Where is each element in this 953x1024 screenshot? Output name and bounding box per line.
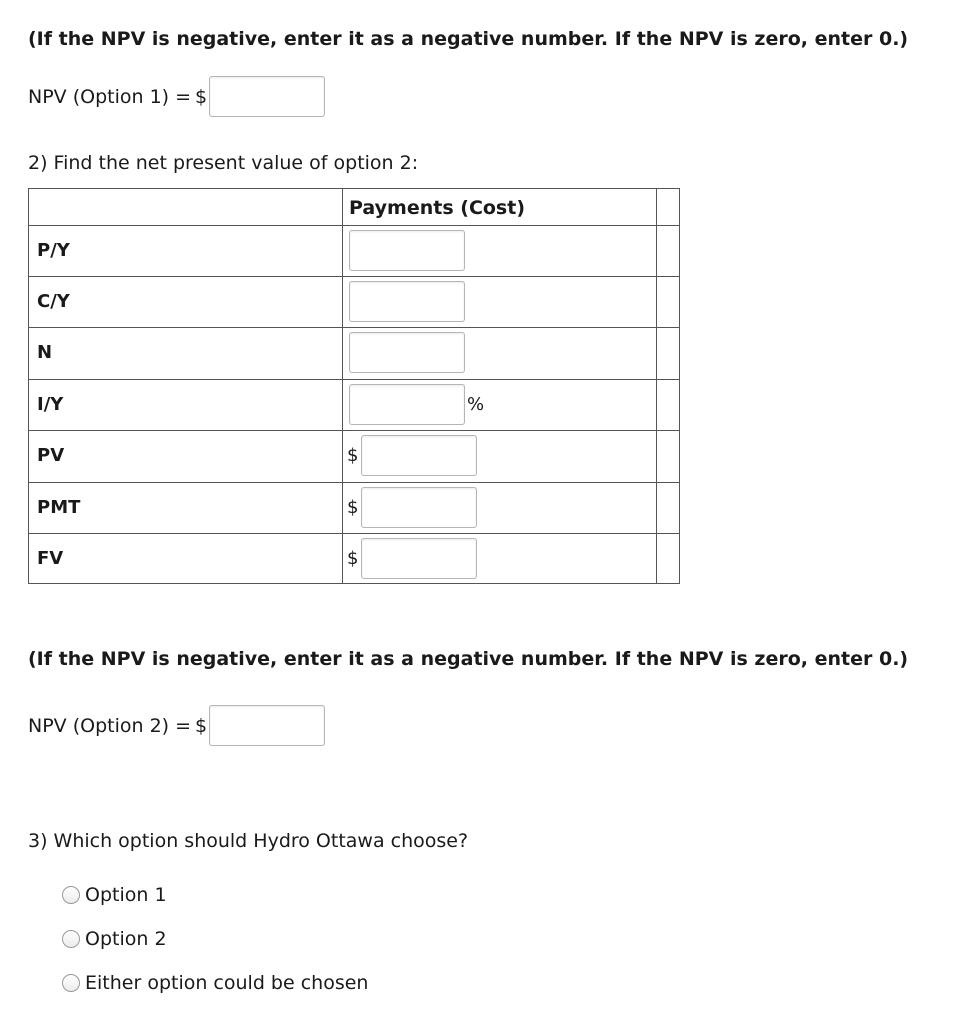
row-label-n: N bbox=[37, 342, 53, 363]
row-label-pmt: PMT bbox=[37, 497, 81, 518]
npv-option1-row bbox=[28, 76, 325, 117]
tvm-table bbox=[28, 188, 680, 584]
pv-currency: $ bbox=[347, 445, 359, 466]
option-1-label[interactable]: Option 1 bbox=[85, 884, 167, 906]
option-either-label[interactable]: Either option could be chosen bbox=[85, 972, 369, 994]
option-2-label[interactable]: Option 2 bbox=[85, 928, 167, 950]
pmt-input[interactable] bbox=[361, 487, 477, 528]
npv-option2-currency: $ bbox=[195, 714, 208, 737]
radio-button-option-1[interactable] bbox=[62, 886, 80, 904]
row-label-cy: C/Y bbox=[37, 291, 70, 312]
npv-instruction-note-2: (If the NPV is negative, enter it as a negative number. If the NPV is zero, enter 0.) bbox=[28, 648, 909, 670]
npv-option2-label: NPV (Option 2) = bbox=[28, 714, 192, 737]
pmt-currency: $ bbox=[347, 497, 359, 518]
cy-input[interactable] bbox=[349, 281, 465, 322]
row-label-py: P/Y bbox=[37, 240, 70, 261]
table-header-payments: Payments (Cost) bbox=[349, 197, 526, 219]
row-label-iy: I/Y bbox=[37, 394, 64, 415]
table-divider bbox=[29, 379, 679, 380]
table-divider bbox=[29, 276, 679, 277]
npv-option1-input[interactable] bbox=[209, 76, 325, 117]
n-input[interactable] bbox=[349, 332, 465, 373]
fv-currency: $ bbox=[347, 548, 359, 569]
npv-option2-input[interactable] bbox=[209, 705, 325, 746]
npv-instruction-note-1: (If the NPV is negative, enter it as a negative number. If the NPV is zero, enter 0.) bbox=[28, 28, 909, 50]
py-input[interactable] bbox=[349, 230, 465, 271]
row-label-pv: PV bbox=[37, 445, 65, 466]
table-divider bbox=[29, 533, 679, 534]
radio-button-option-2[interactable] bbox=[62, 930, 80, 948]
option-either-radio-row[interactable] bbox=[62, 972, 368, 994]
option-2-radio-row[interactable] bbox=[62, 928, 167, 950]
question-2: 2) Find the net present value of option 2: bbox=[28, 152, 419, 174]
npv-option1-currency: $ bbox=[195, 85, 208, 108]
radio-button-either[interactable] bbox=[62, 974, 80, 992]
table-divider bbox=[29, 482, 679, 483]
pv-input[interactable] bbox=[361, 435, 477, 476]
fv-input[interactable] bbox=[361, 538, 477, 579]
table-divider bbox=[656, 189, 657, 583]
option-1-radio-row[interactable] bbox=[62, 884, 167, 906]
iy-percent-suffix: % bbox=[467, 394, 485, 415]
row-label-fv: FV bbox=[37, 548, 64, 569]
iy-input[interactable] bbox=[349, 384, 465, 425]
question-3: 3) Which option should Hydro Ottawa choose? bbox=[28, 830, 469, 852]
table-divider bbox=[29, 327, 679, 328]
table-divider bbox=[342, 189, 343, 583]
table-divider bbox=[29, 430, 679, 431]
npv-option1-label: NPV (Option 1) = bbox=[28, 85, 192, 108]
npv-option2-row bbox=[28, 705, 325, 746]
table-divider bbox=[29, 225, 679, 226]
